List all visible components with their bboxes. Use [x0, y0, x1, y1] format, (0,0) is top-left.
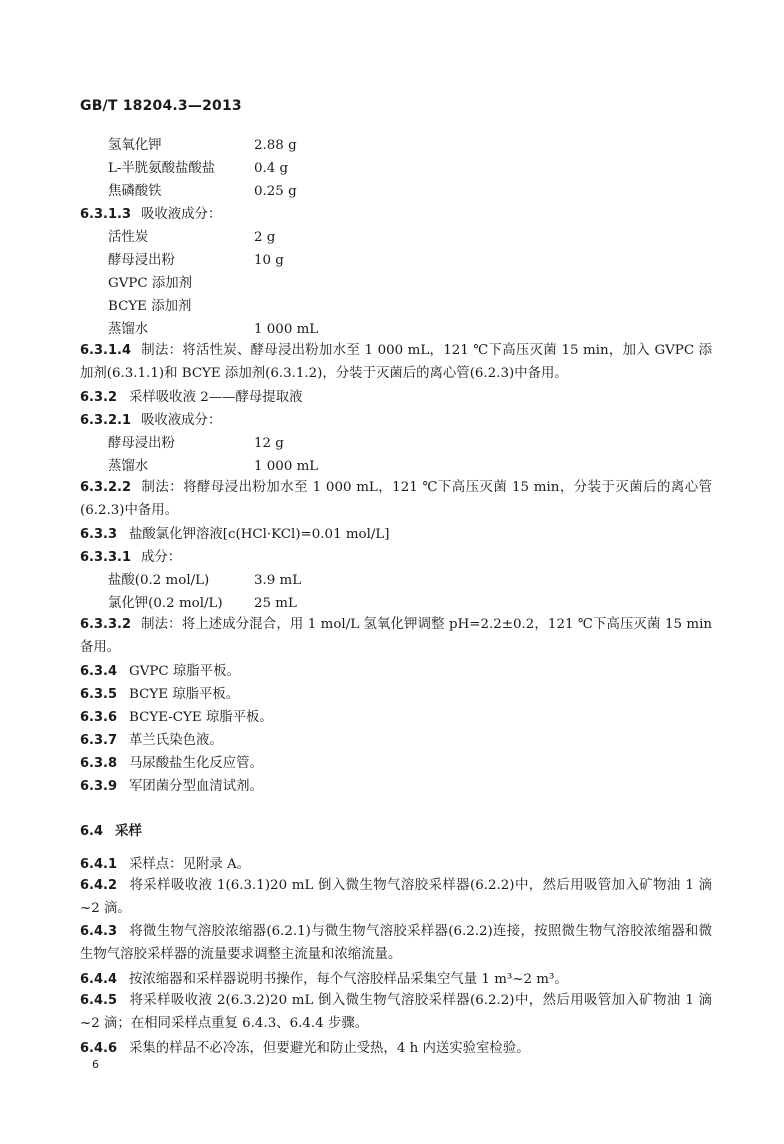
clause-number: 6.3.3.2	[80, 617, 131, 632]
ingredient-row	[108, 321, 748, 339]
ingredient-name: 蒸馏水	[108, 322, 149, 337]
ingredient-row	[108, 252, 748, 270]
ingredient-amount: 2.88 g	[254, 138, 297, 153]
ingredient-name: 盐酸(0.2 mol/L)	[108, 573, 210, 588]
ingredient-row	[108, 137, 748, 155]
clause-number: 6.3.8	[80, 756, 118, 771]
ingredient-amount: 1 000 mL	[254, 459, 319, 474]
clause-text: BCYE-CYE 琼脂平板。	[129, 710, 273, 725]
clause-number: 6.3.9	[80, 779, 118, 794]
clause-6-3-7	[80, 732, 720, 750]
ingredient-amount: 0.25 g	[254, 184, 297, 199]
clause-number: 6.4.1	[80, 857, 118, 872]
clause-number: 6.3.4	[80, 664, 118, 679]
clause-6-3-8	[80, 755, 720, 773]
ingredient-amount: 3.9 mL	[254, 573, 302, 588]
clause-6-3-5	[80, 686, 720, 704]
ingredient-amount: 2 g	[254, 230, 276, 245]
ingredient-amount: 10 g	[254, 253, 284, 268]
section-title: 采样	[115, 823, 143, 839]
clause-text: 将微生物气溶胶浓缩器(6.2.1)与微生物气溶胶采样器(6.2.2)连接，按照微生物气溶胶浓缩器和微生物气溶胶采样器的流量要求调整主流量和浓缩流量。	[80, 924, 712, 962]
clause-text: 采样吸收液 2——酵母提取液	[129, 390, 303, 405]
clause-6-3-3	[80, 526, 720, 544]
ingredient-row	[108, 458, 748, 476]
clause-text: 革兰氏染色液。	[129, 733, 223, 748]
clause-text: 制法：将酵母浸出粉加水至 1 000 mL，121 ℃下高压灭菌 15 min，分装于灭菌后的离心管(6.2.3)中备用。	[80, 480, 712, 518]
ingredient-row	[108, 595, 748, 613]
clause-number: 6.3.5	[80, 687, 118, 702]
clause-number: 6.4.5	[80, 993, 118, 1008]
ingredient-name: 氯化钾(0.2 mol/L)	[108, 596, 223, 611]
clause-number: 6.3.1.4	[80, 343, 131, 358]
clause-6-3-2	[80, 389, 720, 407]
clause-number: 6.3.2	[80, 390, 118, 405]
ingredient-row	[108, 229, 748, 247]
clause-6-4-1	[80, 856, 720, 874]
clause-number: 6.4.6	[80, 1041, 118, 1056]
ingredient-name: 氢氧化钾	[108, 138, 162, 153]
ingredient-name: 活性炭	[108, 230, 149, 245]
clause-6-3-2-1	[80, 412, 720, 430]
clause-6-4-3	[80, 920, 712, 966]
clause-text: 将采样吸收液 2(6.3.2)20 mL 倒入微生物气溶胶采样器(6.2.2)中，然后用吸管加入矿物油 1 滴~2 滴；在相同采样点重复 6.4.3、6.4.4 步骤。	[80, 993, 712, 1031]
clause-number: 6.3.1.3	[80, 207, 131, 222]
ingredient-row	[108, 435, 748, 453]
clause-text: 采样点：见附录 A。	[129, 857, 251, 872]
ingredient-name: GVPC 添加剂	[108, 276, 193, 291]
clause-text: 采集的样品不必冷冻，但要避光和防止受热，4 h 内送实验室检验。	[129, 1041, 530, 1056]
clause-6-3-4	[80, 663, 720, 681]
clause-text: 制法：将上述成分混合，用 1 mol/L 氢氧化钾调整 pH=2.2±0.2，121 ℃下高压灭菌 15 min 备用。	[80, 617, 712, 655]
clause-number: 6.3.2.1	[80, 413, 131, 428]
ingredient-amount: 1 000 mL	[254, 322, 319, 337]
clause-text: 吸收液成分：	[141, 207, 222, 222]
clause-number: 6.4.2	[80, 878, 118, 893]
clause-text: GVPC 琼脂平板。	[129, 664, 240, 679]
clause-number: 6.3.3.1	[80, 550, 131, 565]
clause-number: 6.4.4	[80, 972, 118, 987]
clause-6-3-1-3	[80, 206, 720, 224]
standard-code: GB/T 18204.3—2013	[80, 98, 242, 114]
section-number: 6.4	[80, 824, 104, 839]
clause-text: BCYE 琼脂平板。	[129, 687, 240, 702]
clause-text: 马尿酸盐生化反应管。	[129, 756, 263, 771]
clause-text: 成分：	[141, 550, 182, 565]
ingredient-name: BCYE 添加剂	[108, 299, 192, 314]
clause-number: 6.3.3	[80, 527, 118, 542]
ingredient-name: 酵母浸出粉	[108, 436, 175, 451]
ingredient-amount: 25 mL	[254, 596, 297, 611]
ingredient-name: 酵母浸出粉	[108, 253, 175, 268]
ingredient-name: 蒸馏水	[108, 459, 149, 474]
clause-text: 按浓缩器和采样器说明书操作，每个气溶胶样品采集空气量 1 m³~2 m³。	[129, 972, 568, 987]
clause-6-4-6	[80, 1040, 720, 1058]
clause-text: 吸收液成分：	[141, 413, 222, 428]
ingredient-amount: 12 g	[254, 436, 284, 451]
clause-number: 6.3.2.2	[80, 480, 131, 495]
clause-6-4-5	[80, 989, 712, 1035]
ingredient-amount: 0.4 g	[254, 161, 289, 176]
clause-number: 6.3.6	[80, 710, 118, 725]
clause-text: 盐酸氯化钾溶液[c(HCl·KCl)=0.01 mol/L]	[129, 527, 390, 542]
clause-text: 军团菌分型血清试剂。	[129, 779, 263, 794]
clause-text: 将采样吸收液 1(6.3.1)20 mL 倒入微生物气溶胶采样器(6.2.2)中，然后用吸管加入矿物油 1 滴~2 滴。	[80, 878, 712, 916]
page-number: 6	[92, 1058, 99, 1071]
clause-6-3-3-2	[80, 613, 712, 659]
clause-6-4-2	[80, 874, 712, 920]
ingredient-row	[108, 160, 748, 178]
ingredient-row	[108, 275, 748, 293]
clause-number: 6.3.7	[80, 733, 118, 748]
ingredient-row	[108, 298, 748, 316]
ingredient-name: L-半胱氨酸盐酸盐	[108, 161, 216, 176]
clause-6-3-6	[80, 709, 720, 727]
section-heading-6-4	[80, 822, 720, 841]
clause-6-3-2-2	[80, 476, 712, 522]
clause-6-4-4	[80, 971, 720, 989]
ingredient-name: 焦磷酸铁	[108, 184, 162, 199]
ingredient-row	[108, 183, 748, 201]
clause-number: 6.4.3	[80, 924, 118, 939]
clause-6-3-9	[80, 778, 720, 796]
ingredient-row	[108, 572, 748, 590]
clause-text: 制法：将活性炭、酵母浸出粉加水至 1 000 mL，121 ℃下高压灭菌 15 min，加入 GVPC 添加剂(6.3.1.1)和 BCYE 添加剂(6.3.1.2)，分装于灭菌后的离心管(6.2.3)中备用。	[80, 343, 712, 381]
clause-6-3-1-4	[80, 339, 712, 385]
clause-6-3-3-1	[80, 549, 720, 567]
